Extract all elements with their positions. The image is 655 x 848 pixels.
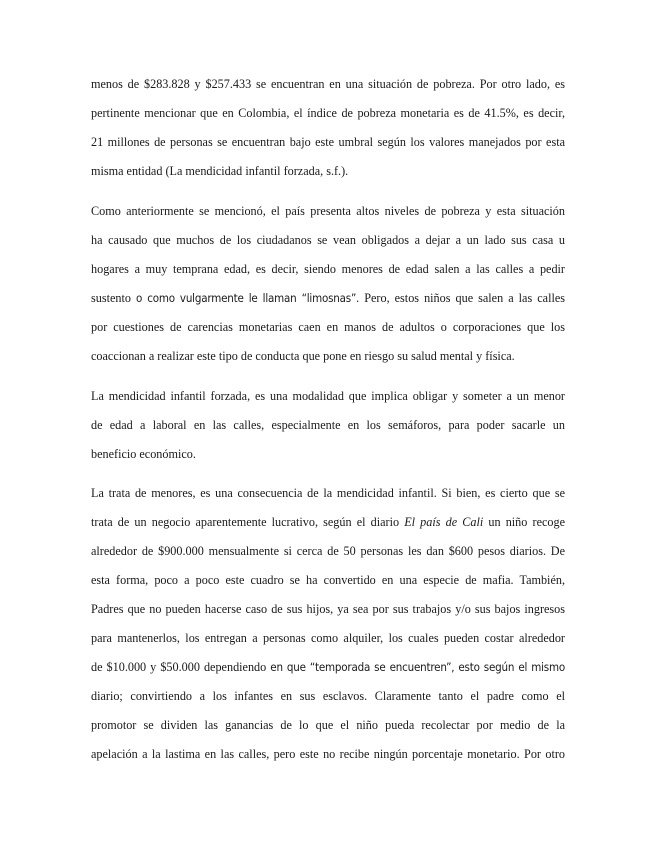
paragraph-1 bbox=[91, 70, 565, 186]
text-run: Padres que no pueden hacerse caso de sus hijos, ya sea por sus trabajos y/o sus bajos ingresos bbox=[91, 602, 565, 616]
text-line bbox=[91, 255, 565, 284]
text-run: de $10.000 y $50.000 dependiendo bbox=[91, 660, 271, 674]
text-line bbox=[91, 653, 565, 682]
text-run: Como anteriormente se mencionó, el país presenta altos niveles de pobreza y esta situación bbox=[91, 204, 565, 218]
text-run: La trata de menores, es una consecuencia de la mendicidad infantil. Si bien, es cierto que se bbox=[91, 486, 565, 500]
text-line bbox=[91, 342, 565, 371]
text-line bbox=[91, 197, 565, 226]
text-run: para mantenerlos, los entregan a personas como alquiler, los cuales pueden costar alrededor bbox=[91, 631, 565, 645]
text-line bbox=[91, 624, 565, 653]
newspaper-title-italic: El país de Cali bbox=[404, 515, 484, 529]
text-run-alt-font: en que “temporada se encuentren”, esto según el mismo bbox=[270, 660, 565, 674]
text-run: pertinente mencionar que en Colombia, el índice de pobreza monetaria es de 41.5%, es decir, bbox=[91, 106, 565, 120]
text-line bbox=[91, 566, 565, 595]
text-run: ha causado que muchos de los ciudadanos se vean obligados a dejar a un lado sus casa u bbox=[91, 233, 565, 247]
text-line bbox=[91, 508, 565, 537]
text-line bbox=[91, 411, 565, 440]
text-run: beneficio económico. bbox=[91, 447, 196, 461]
text-line bbox=[91, 128, 565, 157]
text-line bbox=[91, 682, 565, 711]
paragraph-4 bbox=[91, 479, 565, 769]
text-run: diario; convirtiendo a los infantes en sus esclavos. Claramente tanto el padre como el bbox=[91, 689, 565, 703]
text-line bbox=[91, 382, 565, 411]
text-line bbox=[91, 740, 565, 769]
text-run: apelación a la lastima en las calles, pero este no recibe ningún porcentaje monetario. Por otro bbox=[91, 747, 565, 761]
paragraph-2 bbox=[91, 197, 565, 371]
text-run: un niño recoge bbox=[483, 515, 565, 529]
text-line bbox=[91, 226, 565, 255]
text-run: esta forma, poco a poco este cuadro se ha convertido en una especie de mafia. También, bbox=[91, 573, 565, 587]
text-line bbox=[91, 537, 565, 566]
text-line bbox=[91, 479, 565, 508]
paragraph-3 bbox=[91, 382, 565, 469]
text-run: 21 millones de personas se encuentran bajo este umbral según los valores manejados por esta bbox=[91, 135, 565, 149]
text-run: menos de $283.828 y $257.433 se encuentran en una situación de pobreza. Por otro lado, es bbox=[91, 77, 565, 91]
text-line bbox=[91, 313, 565, 342]
text-run-alt-font: o como vulgarmente le llaman “limosnas” bbox=[136, 291, 357, 305]
text-run: alrededor de $900.000 mensualmente si cerca de 50 personas les dan $600 pesos diarios. De bbox=[91, 544, 565, 558]
text-run: de edad a laboral en las calles, especialmente en los semáforos, para poder sacarle un bbox=[91, 418, 565, 432]
text-run: trata de un negocio aparentemente lucrativo, según el diario bbox=[91, 515, 405, 529]
text-run: La mendicidad infantil forzada, es una modalidad que implica obligar y someter a un menor bbox=[91, 389, 565, 403]
text-run: promotor se dividen las ganancias de lo que el niño pueda recolectar por medio de la bbox=[91, 718, 565, 732]
text-line bbox=[91, 595, 565, 624]
text-run: sustento bbox=[91, 291, 136, 305]
text-line bbox=[91, 99, 565, 128]
text-line bbox=[91, 284, 565, 313]
text-run: misma entidad (La mendicidad infantil forzada, s.f.). bbox=[91, 164, 349, 178]
text-run: por cuestiones de carencias monetarias caen en manos de adultos o corporaciones que los bbox=[91, 320, 565, 334]
text-line bbox=[91, 711, 565, 740]
text-line bbox=[91, 157, 565, 186]
text-line bbox=[91, 70, 565, 99]
text-run: coaccionan a realizar este tipo de conducta que pone en riesgo su salud mental y física. bbox=[91, 349, 515, 363]
text-line bbox=[91, 440, 565, 469]
text-run: . Pero, estos niños que salen a las calles bbox=[356, 291, 565, 305]
text-run: hogares a muy temprana edad, es decir, siendo menores de edad salen a las calles a pedir bbox=[91, 262, 565, 276]
